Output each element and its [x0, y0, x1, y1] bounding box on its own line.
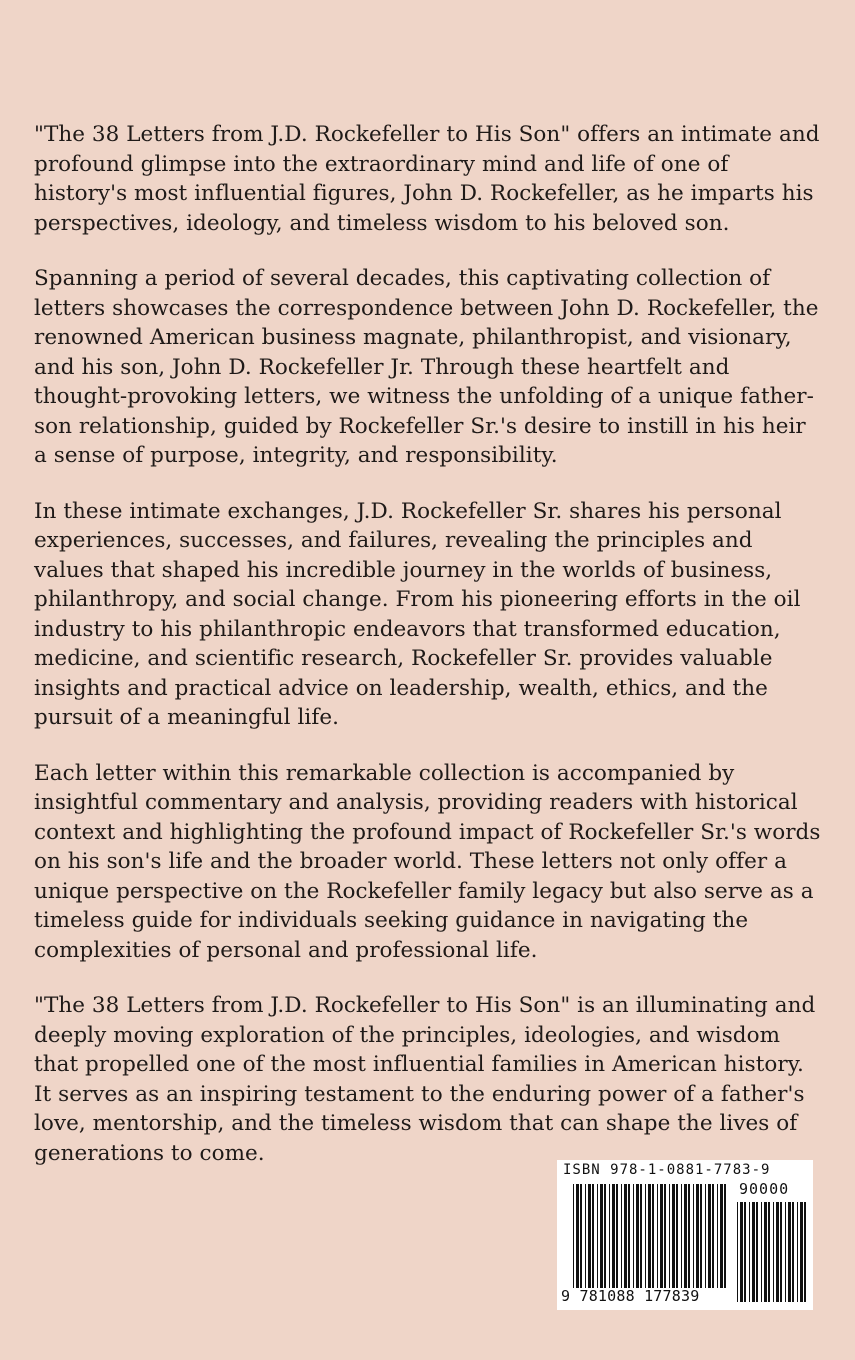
barcode-bar [768, 1202, 770, 1302]
barcode-bar [621, 1184, 622, 1288]
barcode-bar [604, 1184, 606, 1288]
barcode-bar [705, 1184, 706, 1288]
barcode-bar [724, 1184, 726, 1288]
barcode-bar [804, 1202, 806, 1302]
barcode-bar [609, 1184, 610, 1288]
barcode-bar [696, 1184, 699, 1288]
barcode-bar [776, 1202, 779, 1302]
barcode-bar [645, 1184, 646, 1288]
barcode-bar [717, 1184, 718, 1288]
barcode-bar [720, 1184, 723, 1288]
barcode-bar [792, 1202, 794, 1302]
barcode-bar [669, 1184, 670, 1288]
barcode-bar [636, 1184, 639, 1288]
barcode-bar [744, 1202, 746, 1302]
barcode-bar [708, 1184, 711, 1288]
barcode-bar [576, 1184, 579, 1288]
barcode-bar [737, 1202, 738, 1302]
barcode-bar [756, 1202, 758, 1302]
isbn-barcode-box [557, 1160, 813, 1310]
barcode-bar [764, 1202, 767, 1302]
barcode-bar [660, 1184, 663, 1288]
barcode-bar [712, 1184, 714, 1288]
barcode-bar [597, 1184, 598, 1288]
addon-bars [737, 1202, 806, 1302]
price-code: 90000 [739, 1180, 790, 1198]
barcode-bar [800, 1202, 803, 1302]
barcode-bar [700, 1184, 702, 1288]
isbn-label: ISBN 978-1-0881-7783-9 [563, 1162, 771, 1178]
barcode-bar [657, 1184, 658, 1288]
barcode-bar [585, 1184, 586, 1288]
barcode-bar [580, 1184, 582, 1288]
barcode-bar [612, 1184, 615, 1288]
barcode-bar [652, 1184, 654, 1288]
barcode-bar [780, 1202, 782, 1302]
barcode-bar [761, 1202, 762, 1302]
barcode-bar [573, 1184, 574, 1288]
barcode-bar [640, 1184, 642, 1288]
barcode-bar [788, 1202, 791, 1302]
barcode-bar [633, 1184, 634, 1288]
barcode-bar [688, 1184, 690, 1288]
blurb-paragraph-1: "The 38 Letters from J.D. Rockefeller to His Son" offers an intimate and profound glimpse into the extraordinary mind and life of one of history's most influential figures, John D. Rockefeller, as he imparts his perspectives, ideology, and timeless wisdom to his beloved son. [34, 122, 820, 236]
blurb-paragraph-4: Each letter within this remarkable collection is accompanied by insightful commentary and analysis, providing readers with historical context and highlighting the profound impact of Rockefeller Sr.'s words on his son's life and the broader world. These letters not only offer a unique perspective on the Rockefeller family legacy but also serve as a timeless guide for individuals seeking guidance in navigating the complexities of personal and professional life. [34, 760, 821, 963]
barcode-bar [588, 1184, 591, 1288]
barcode-bar [592, 1184, 594, 1288]
barcode-bar [624, 1184, 627, 1288]
ean13-bars [573, 1184, 726, 1288]
barcode-bar [648, 1184, 651, 1288]
barcode-bar [616, 1184, 618, 1288]
barcode-bar [684, 1184, 687, 1288]
blurb-paragraph-2: Spanning a period of several decades, this captivating collection of letters showcases the correspondence between John D. Rockefeller, the renowned American business magnate, philanthropist, and visionary, and his son, John D. Rockefeller Jr. Through these heartfelt and thought-provoking letters, we witness the unfolding of a unique father-son relationship, guided by Rockefeller Sr.'s desire to instill in his heir a sense of purpose, integrity, and responsibility. [34, 266, 819, 468]
back-cover-blurb [34, 120, 824, 1194]
barcode-number: 9 781088 177839 [561, 1287, 700, 1305]
blurb-paragraph-5: "The 38 Letters from J.D. Rockefeller to His Son" is an illuminating and deeply moving exploration of the principles, ideologies, and wisdom that propelled one of the most influential families in American history. It serves as an inspiring testament to the enduring power of a father's love, mentorship, and the timeless wisdom that can shape the lives of generations to come. [34, 993, 816, 1166]
barcode-bar [628, 1184, 630, 1288]
barcode-bar [681, 1184, 682, 1288]
barcode-bar [797, 1202, 798, 1302]
barcode-bar [785, 1202, 786, 1302]
barcode-bar [749, 1202, 750, 1302]
barcode-bar [693, 1184, 694, 1288]
barcode-bar [740, 1202, 743, 1302]
barcode-bar [773, 1202, 774, 1302]
barcode-bar [664, 1184, 666, 1288]
barcode-bar [676, 1184, 678, 1288]
barcode-bar [752, 1202, 755, 1302]
barcode-bar [600, 1184, 603, 1288]
barcode-bar [672, 1184, 675, 1288]
blurb-paragraph-3: In these intimate exchanges, J.D. Rockefeller Sr. shares his personal experiences, successes, and failures, revealing the principles and values that shaped his incredible journey in the worlds of business, philanthropy, and social change. From his pioneering efforts in the oil industry to his philanthropic endeavors that transformed education, medicine, and scientific research, Rockefeller Sr. provides valuable insights and practical advice on leadership, wealth, ethics, and the pursuit of a meaningful life. [34, 498, 801, 730]
